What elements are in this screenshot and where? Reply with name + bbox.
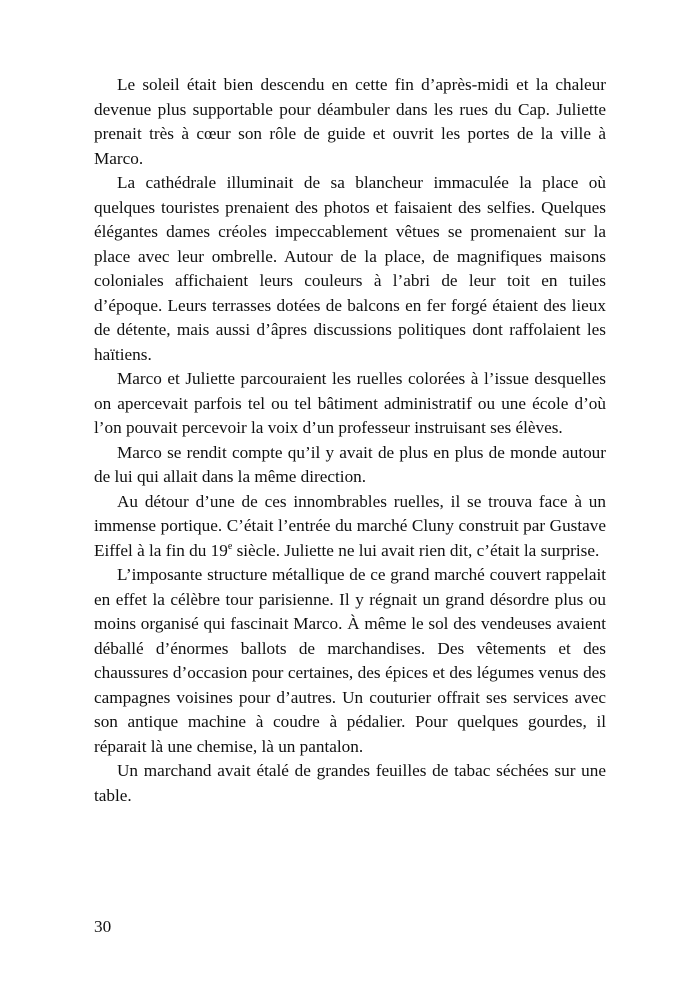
paragraph [94,490,606,564]
paragraph: L’imposante structure métallique de ce grand marché couvert rappelait en effet la célèbre tour parisienne. Il y régnait un grand désordre plus ou moins organisé qui fascinait Marco. À même le sol des vendeuses avaient déballé d’énormes ballots de marchandises. Des vêtements et des chaussures d’occasion pour certaines, des épices et des légumes venus des campagnes voisines pour d’autres. Un couturier offrait ses services avec son antique machine à coudre à pédalier. Pour quelques gourdes, il réparait là une chemise, là un pantalon. [94,565,606,756]
paragraph: Marco se rendit compte qu’il y avait de plus en plus de monde autour de lui qui allait dans la même direction. [94,442,606,486]
paragraph: Le soleil était bien descendu en cette fin d’après-midi et la chaleur devenue plus supportable pour déambuler dans les rues du Cap. Juliette prenait très à cœur son rôle de guide et ouvrit les portes de la ville à Marco. [94,75,606,168]
page-body [94,73,606,808]
paragraph-text: siècle. Juliette ne lui avait rien dit, c’était la surprise. [232,540,600,560]
paragraph-text: Au détour d’une de ces innombrables ruelles, il se trouva face à un immense portique. C’était l’entrée du marché Cluny construit par Gustave Eiffel à la fin du 19 [94,491,606,560]
paragraph: Un marchand avait étalé de grandes feuilles de tabac séchées sur une table. [94,761,606,805]
paragraph: La cathédrale illuminait de sa blancheur immaculée la place où quelques touristes prenaient des photos et faisaient des selfies. Quelques élégantes dames créoles impeccablement vêtues se promenaient sur la place avec leur ombrelle. Autour de la place, de magnifiques maisons coloniales affichaient leurs couleurs à l’abri de leur toit en tuiles d’époque. Leurs terrasses dotées de balcons en fer forgé étaient des lieux de détente, mais aussi d’âpres discussions politiques dont raffolaient les haïtiens. [94,173,606,364]
century-superscript: e [227,540,233,552]
page-number: 30 [94,917,112,936]
paragraph: Marco et Juliette parcouraient les ruelles colorées à l’issue desquelles on apercevait parfois tel ou tel bâtiment administratif ou une école d’où l’on pouvait percevoir la voix d’un professeur instruisant ses élèves. [94,369,606,437]
